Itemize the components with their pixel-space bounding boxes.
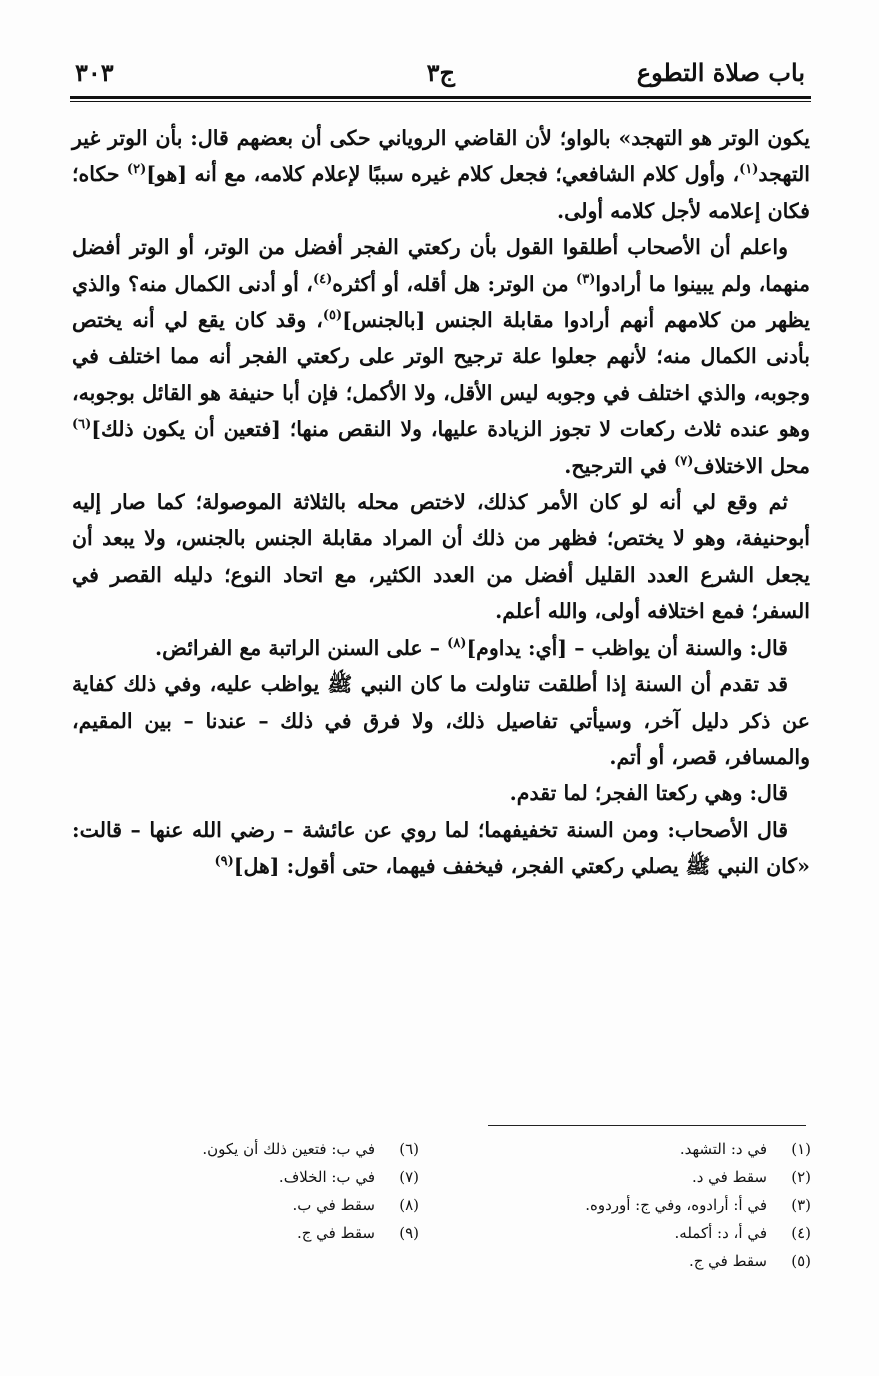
footnote bbox=[471, 1219, 811, 1247]
text-run: ، وأول كلام الشافعي؛ فجعل كلام غيره سببًا لإعلام كلامه، مع أنه [هو] bbox=[146, 162, 740, 187]
footnote-rule bbox=[488, 1125, 806, 1126]
footnote-text: في د: التشهد. bbox=[679, 1140, 767, 1158]
text-run: قال الأصحاب: ومن السنة تخفيفهما؛ لما روي عن عائشة – رضي الله عنها – قالت: «كان النبي ﷺ يصلي ركعتي الفجر، فيخفف فيهما، حتى أقول: [هل] bbox=[72, 817, 810, 879]
footnote-text: في ب: فتعين ذلك أن يكون. bbox=[202, 1140, 375, 1158]
text-run: ، أو أدنى الكمال منه؟ والذي يظهر من كلامهم أنهم أرادوا مقابلة الجنس [بالجنس] bbox=[72, 271, 810, 333]
text-run: من الوتر: هل أقله، أو أكثره bbox=[332, 271, 577, 296]
footnote-text: في أ، د: أكمله. bbox=[674, 1224, 767, 1242]
paragraph-4 bbox=[72, 630, 810, 666]
header-rule-thin bbox=[70, 101, 811, 102]
page-number: ٣٠٣ bbox=[75, 58, 114, 87]
footnote bbox=[89, 1219, 419, 1247]
footnote-ref: (١) bbox=[739, 162, 759, 178]
footnote-ref: (٢) bbox=[126, 162, 147, 178]
paragraph-1 bbox=[72, 120, 810, 229]
footnote bbox=[471, 1191, 811, 1219]
footnote-number: (٥) bbox=[791, 1252, 811, 1270]
header-rule bbox=[70, 96, 811, 99]
footnote-number: (٣) bbox=[791, 1196, 811, 1214]
footnote-number: (١) bbox=[791, 1140, 811, 1158]
page-header bbox=[75, 58, 805, 98]
paragraph-5: قد تقدم أن السنة إذا أطلقت تناولت ما كان النبي ﷺ يواظب عليه، وفي ذلك كفاية عن ذكر دليل آخر، وسيأتي تفاصيل ذلك، ولا فرق في ذلك – عندنا – بين المقيم، والمسافر، قصر، أو أتم. bbox=[72, 672, 810, 769]
footnote-number: (٢) bbox=[791, 1168, 811, 1186]
footnote-ref: (٧) bbox=[674, 453, 694, 469]
footnote bbox=[471, 1163, 811, 1191]
footnote-text: سقط في ج. bbox=[296, 1224, 375, 1242]
chapter-title: باب صلاة التطوع bbox=[636, 58, 805, 87]
paragraph-6: قال: وهي ركعتا الفجر؛ لما تقدم. bbox=[509, 781, 788, 806]
paragraph-2 bbox=[72, 229, 810, 484]
footnote-number: (٤) bbox=[791, 1224, 811, 1242]
text-run: محل الاختلاف bbox=[693, 453, 810, 478]
footnote-ref: (٣) bbox=[576, 271, 596, 287]
footnote bbox=[89, 1163, 419, 1191]
footnote-ref: (٦) bbox=[72, 417, 92, 433]
footnote-ref: (٩) bbox=[214, 854, 234, 870]
footnote-ref: (٤) bbox=[312, 271, 333, 287]
footnotes-column-left bbox=[89, 1135, 419, 1247]
text-run: يكون الوتر هو التهجد» بالواو؛ لأن القاضي الروياني حكى أن بعضهم قال: بأن الوتر غير التهجد bbox=[72, 126, 810, 187]
footnote-number: (٦) bbox=[399, 1140, 419, 1158]
volume-label: ج٣ bbox=[426, 58, 455, 87]
footnote bbox=[471, 1135, 811, 1163]
footnote-text: سقط في ج. bbox=[688, 1252, 767, 1270]
paragraph-3: ثم وقع لي أنه لو كان الأمر كذلك، لاختص محله بالثلاثة الموصولة؛ كما صار إليه أبوحنيفة، وهو لا يختص؛ فظهر من ذلك أن المراد مقابلة الجنس بالجنس، ولا يبعد أن يجعل الشرع العدد القليل أفضل من العدد الكثير، مع اتحاد النوع؛ دليله القصر في السفر؛ فمع اختلافه أولى، والله أعلم. bbox=[72, 490, 810, 624]
text-run: ، وقد كان يقع لي أنه يختص بأدنى الكمال منه؛ لأنهم جعلوا علة ترجيح الوتر على ركعتي الفجر أنه مما اختلف في وجوبه، والذي اختلف في وجوبه ليس الأقل، ولا الأكمل؛ فإن أبا حنيفة هو القائل بوجوبه، وهو عنده ثلاث ركعات لا تجوز الزيادة عليها، ولا النقص منها؛ [فتعين أن يكون ذلك] bbox=[72, 308, 810, 442]
main-text bbox=[72, 120, 810, 885]
footnotes-column-right bbox=[471, 1135, 811, 1275]
text-run: – على السنن الراتبة مع الفرائض. bbox=[154, 635, 448, 660]
footnote bbox=[471, 1247, 811, 1275]
text-run: واعلم أن الأصحاب أطلقوا القول بأن ركعتي الفجر أفضل من الوتر، أو الوتر أفضل منهما، ولم يبينوا ما أرادوا bbox=[72, 235, 810, 296]
footnote-text: سقط في ب. bbox=[292, 1196, 375, 1214]
footnote-number: (٩) bbox=[399, 1224, 419, 1242]
paragraph-7 bbox=[72, 812, 810, 885]
footnote-text: سقط في د. bbox=[691, 1168, 767, 1186]
footnote bbox=[89, 1191, 419, 1219]
footnote bbox=[89, 1135, 419, 1163]
text-run: حكاه؛ فكان إعلامه لأجل كلامه أولى. bbox=[72, 162, 810, 223]
footnote-text: في أ: أرادوه، وفي ج: أوردوه. bbox=[585, 1196, 767, 1214]
footnote-number: (٧) bbox=[399, 1168, 419, 1186]
footnote-ref: (٥) bbox=[322, 308, 343, 324]
text-run: قال: والسنة أن يواظب – [أي: يداوم] bbox=[466, 635, 788, 660]
text-run: في الترجيح. bbox=[564, 453, 675, 478]
footnote-ref: (٨) bbox=[447, 635, 467, 651]
footnote-text: في ب: الخلاف. bbox=[278, 1168, 375, 1186]
footnote-number: (٨) bbox=[399, 1196, 419, 1214]
